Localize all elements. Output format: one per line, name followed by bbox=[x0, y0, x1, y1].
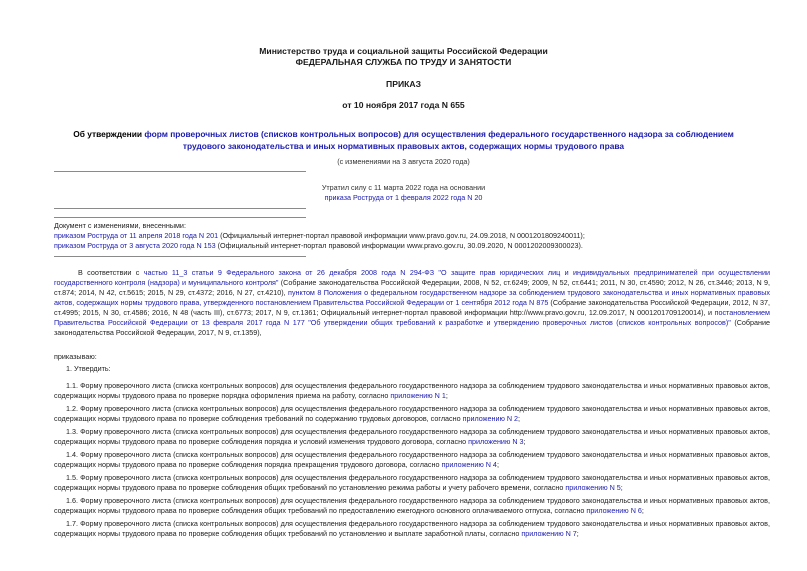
changes-block bbox=[54, 221, 770, 251]
list-item: 1.3. Форму проверочного листа (списка контрольных вопросов) для осуществления федерального государственного надзора за соблюдением трудового законодательства и иных нормативных правовых актов, содержащих нормы трудового права по проверке соблюдения порядка и условий изменения трудового договора, согласно приложению N 3; bbox=[54, 427, 770, 446]
change-link[interactable]: приказом Роструда от 3 августа 2020 года N 153 bbox=[54, 241, 216, 250]
appendix-link[interactable]: приложению N 2 bbox=[462, 414, 519, 423]
service-heading: ФЕДЕРАЛЬНАЯ СЛУЖБА ПО ТРУДУ И ЗАНЯТОСТИ bbox=[295, 57, 512, 67]
law-link[interactable]: частью 11_3 статьи 9 Федерального закона от 26 декабря 2008 года N 294-ФЗ "О защите прав юридических лиц и индивидуальных предпринимателей при осуществлении государственного контроля (надзора) и муниципального контроля" bbox=[54, 268, 770, 287]
list-item: 1.1. Форму проверочного листа (списка контрольных вопросов) для осуществления федерального государственного надзора за соблюдением трудового законодательства и иных нормативных правовых актов, содержащих нормы трудового права по проверке порядка оформления приема на работу, согласно приложению N 1; bbox=[54, 381, 770, 400]
preamble-text: (Собрание законодательства Российской Федерации, 2017, N 9, ст.1359), bbox=[54, 318, 770, 337]
divider bbox=[54, 171, 306, 172]
preamble-text: В соответствии с bbox=[78, 268, 144, 277]
title-prefix: Об утверждении bbox=[73, 129, 145, 139]
divider bbox=[54, 208, 306, 209]
order-word: приказываю: bbox=[54, 352, 97, 361]
appendix-link[interactable]: приложению N 6 bbox=[586, 506, 642, 515]
list-item: 1.2. Форму проверочного листа (списка контрольных вопросов) для осуществления федерального государственного надзора за соблюдением трудового законодательства и иных нормативных правовых актов, содержащих нормы трудового права по проверке соблюдения требований по содержанию трудовых договоров, согласно приложению N 2; bbox=[54, 404, 770, 423]
point-1: 1. Утвердить: bbox=[66, 364, 111, 373]
amended-note: (с изменениями на 3 августа 2020 года) bbox=[337, 157, 470, 166]
list-item: 1.4. Форму проверочного листа (списка контрольных вопросов) для осуществления федерального государственного надзора за соблюдением трудового законодательства и иных нормативных правовых актов, содержащих нормы трудового права по проверке соблюдения порядка прекращения трудового договора, согласно приложению N 4; bbox=[54, 450, 770, 469]
regulation-link[interactable]: пунктом 8 Положения о федеральном государственном надзоре за соблюдением трудового законодательства и иных нормативных правовых актов, содержащих нормы трудового права, утвержденного постановлением Правительства Российской Федерации от 1 сентября 2012 года N 875 bbox=[54, 288, 770, 307]
changes-intro: Документ с изменениями, внесенными: bbox=[54, 221, 186, 230]
change-item bbox=[54, 241, 770, 251]
expired-note bbox=[0, 183, 807, 203]
appendix-link[interactable]: приложению N 7 bbox=[521, 529, 577, 538]
expired-link[interactable]: приказа Роструда от 1 февраля 2022 года N 20 bbox=[324, 193, 483, 202]
decree-link[interactable]: постановлением Правительства Российской Федерации от 13 февраля 2017 года N 177 "Об утверждении общих требований к разработке и утверждению проверочных листов (списков контрольных вопросов)" bbox=[54, 308, 770, 327]
preamble bbox=[54, 268, 770, 338]
doc-date-number: от 10 ноября 2017 года N 655 bbox=[342, 100, 465, 110]
appendix-link[interactable]: приложению N 5 bbox=[565, 483, 621, 492]
divider bbox=[54, 217, 306, 218]
title-link-line2[interactable]: трудового законодательства и иных нормативных правовых актов, содержащих нормы трудового права bbox=[182, 141, 625, 151]
change-item bbox=[54, 231, 770, 241]
subitems-list bbox=[54, 381, 770, 542]
divider bbox=[54, 256, 306, 257]
ministry-heading: Министерство труда и социальной защиты Российской Федерации bbox=[259, 46, 548, 56]
appendix-link[interactable]: приложению N 4 bbox=[441, 460, 497, 469]
change-rest: (Официальный интернет-портал правовой информации www.pravo.gov.ru, 24.09.2018, N 0001201809240011); bbox=[218, 231, 585, 240]
change-rest: (Официальный интернет-портал правовой информации www.pravo.gov.ru, 30.09.2020, N 0001202009300023). bbox=[215, 241, 583, 250]
expired-text: Утратил силу с 11 марта 2022 года на основании bbox=[321, 183, 486, 192]
title-link[interactable]: форм проверочных листов (списков контрольных вопросов) для осуществления федерального государственного надзора за соблюдением bbox=[144, 129, 734, 139]
list-item: 1.6. Форму проверочного листа (списка контрольных вопросов) для осуществления федерального государственного надзора за соблюдением трудового законодательства и иных нормативных правовых актов, содержащих нормы трудового права по проверке соблюдения общих требований по предоставлению ежегодного основного оплачиваемого отпуска, согласно приложению N 6; bbox=[54, 496, 770, 515]
appendix-link[interactable]: приложению N 1 bbox=[390, 391, 446, 400]
document-title bbox=[0, 128, 807, 152]
appendix-link[interactable]: приложению N 3 bbox=[468, 437, 524, 446]
list-item: 1.5. Форму проверочного листа (списка контрольных вопросов) для осуществления федерального государственного надзора за соблюдением трудового законодательства и иных нормативных правовых актов, содержащих нормы трудового права по проверке соблюдения общих требований по установлению режима работы и учету рабочего времени, согласно приложению N 5; bbox=[54, 473, 770, 492]
preamble-text: (Собрание законодательства Российской Федерации, 2012, N 37, ст.4995; 2015, N 30, ст.4586; 2016, N 48 (часть III), ст.6773; 2017, N 9, ст.1361; Официальный интернет-портал правовой информации http://www.pravo.gov.ru, 12.09.2017, N 0001201709120014), и bbox=[54, 298, 770, 317]
list-item: 1.7. Форму проверочного листа (списка контрольных вопросов) для осуществления федерального государственного надзора за соблюдением трудового законодательства и иных нормативных правовых актов, содержащих нормы трудового права по проверке соблюдения общих требований по установлению и выплате заработной платы, согласно приложению N 7; bbox=[54, 519, 770, 538]
doc-type: ПРИКАЗ bbox=[386, 79, 421, 89]
preamble-text: (Собрание законодательства Российской Федерации, 2008, N 52, ст.6249; 2009, N 52, ст.6441; 2011, N 30, ст.4590; 2012, N 26, ст.3446; 2013, N 9, ст.874; 2014, N 42, ст.5615; 2015, N 29, ст.4372; 2016, N 27, ст.4210), bbox=[54, 278, 770, 297]
change-link[interactable]: приказом Роструда от 11 апреля 2018 года N 201 bbox=[54, 231, 219, 240]
